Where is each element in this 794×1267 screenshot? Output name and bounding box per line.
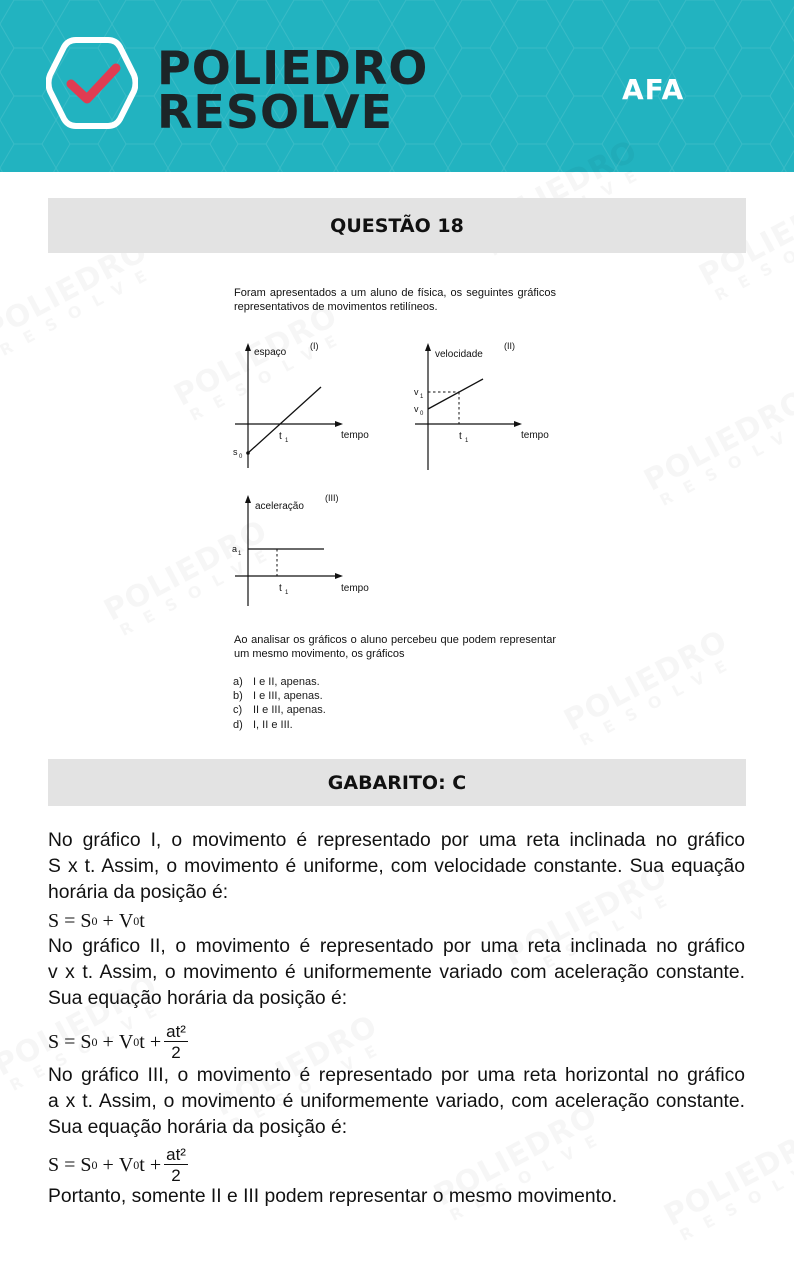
fraction: $\frac{\text{at²}}{2}$ — [166, 1145, 186, 1185]
equation-accelerated-1: S = S 0 + V 0 t + $\frac{\text{at²}}{2}$ — [48, 1022, 186, 1062]
text-line: No gráfico I, o movimento é representado por uma reta inclinada no gráfico — [48, 830, 745, 851]
graph2-t-label: t — [459, 431, 462, 442]
watermark — [640, 385, 794, 511]
graph-velocidade-tempo-svg — [410, 338, 555, 470]
graph2-v0-sub: 0 — [420, 411, 424, 417]
option-c: c) II e III, apenas. — [233, 704, 326, 717]
graph1-t-label: t — [279, 431, 282, 442]
brand-name-line1: POLIEDRO — [157, 41, 429, 95]
option-d: d) I, II e III. — [233, 718, 293, 731]
answer-options — [233, 675, 326, 732]
graph3-ylabel: aceleração — [255, 501, 304, 512]
graph2-v1-label: v — [414, 387, 419, 397]
answer-paragraph-1 — [48, 828, 745, 906]
graph-espaco-tempo — [230, 338, 369, 473]
graph2-ylabel: velocidade — [435, 349, 483, 360]
graph3-t-sub: 1 — [285, 590, 289, 596]
answer-title: GABARITO: C — [327, 771, 467, 794]
graph1-xlabel: tempo — [341, 430, 369, 441]
graph3-t-label: t — [279, 583, 282, 594]
text-line: S x t. Assim, o movimento é uniforme, com velocidade constante. Sua equação — [48, 856, 745, 877]
text-line: No gráfico II, o movimento é representado por uma reta inclinada no gráfico — [48, 936, 745, 957]
graph2-xlabel: tempo — [521, 430, 549, 441]
option-b: b) I e III, apenas. — [233, 690, 323, 703]
watermark — [560, 625, 742, 751]
graph-velocidade-tempo — [410, 338, 555, 475]
graph2-v1-sub: 1 — [420, 394, 424, 400]
graph-aceleracao-tempo-svg — [230, 490, 369, 608]
graph-aceleracao-tempo — [230, 490, 369, 613]
graph3-a-label: a — [232, 544, 238, 554]
equation-uniform: S = S 0 + V 0 t — [48, 910, 145, 932]
text-line: horária da posição é: — [48, 882, 229, 903]
text-line: No gráfico III, o movimento é representado por uma reta horizontal no gráfico — [48, 1065, 745, 1086]
graph1-ylabel: espaço — [254, 347, 287, 358]
graph1-tag: (I) — [310, 341, 319, 351]
graph3-tag: (III) — [325, 493, 339, 503]
graph1-s-label: s — [233, 447, 238, 457]
graph2-tag: (II) — [504, 341, 515, 351]
equation-accelerated-2: S = S 0 + V 0 t + $\frac{\text{at²}}{2}$ — [48, 1145, 186, 1185]
checkmark-hexagon-icon — [46, 36, 138, 130]
answer-conclusion — [48, 1184, 745, 1210]
graph1-t-sub: 1 — [285, 438, 289, 444]
text-line: v x t. Assim, o movimento é uniformemente variado com aceleração constante. — [48, 962, 745, 983]
answer-paragraph-2 — [48, 934, 745, 1012]
graph3-xlabel: tempo — [341, 583, 369, 594]
text-line: Sua equação horária da posição é: — [48, 988, 348, 1009]
graph2-t-sub: 1 — [465, 438, 469, 444]
graph1-s-sub: 0 — [239, 454, 243, 460]
option-a: a) I e II, apenas. — [233, 676, 320, 688]
graph3-a-sub: 1 — [238, 551, 242, 557]
text-line: Sua equação horária da posição é: — [48, 1117, 348, 1138]
brand-name-line2: RESOLVE — [157, 85, 394, 139]
question-intro: Foram apresentados a um aluno de física, os seguintes gráficos representativos de movimentos retilíneos. — [234, 287, 556, 313]
question-prompt: Ao analisar os gráficos o aluno percebeu que podem representar um mesmo movimento, os gráficos — [234, 634, 556, 660]
question-title-bar — [48, 198, 746, 253]
watermark — [0, 235, 162, 361]
graph-espaco-tempo-svg — [230, 338, 369, 468]
text-line: a x t. Assim, o movimento é uniformemente variado, com aceleração constante. — [48, 1091, 745, 1112]
answer-paragraph-3 — [48, 1063, 745, 1141]
fraction: $\frac{\text{at²}}{2}$ — [166, 1022, 186, 1062]
answer-title-bar — [48, 759, 746, 806]
page-header — [0, 0, 794, 172]
graph2-v0-label: v — [414, 404, 419, 414]
text-line: Portanto, somente II e III podem representar o mesmo movimento. — [48, 1186, 618, 1207]
question-title: QUESTÃO 18 — [330, 214, 464, 237]
exam-label: AFA — [622, 73, 685, 106]
